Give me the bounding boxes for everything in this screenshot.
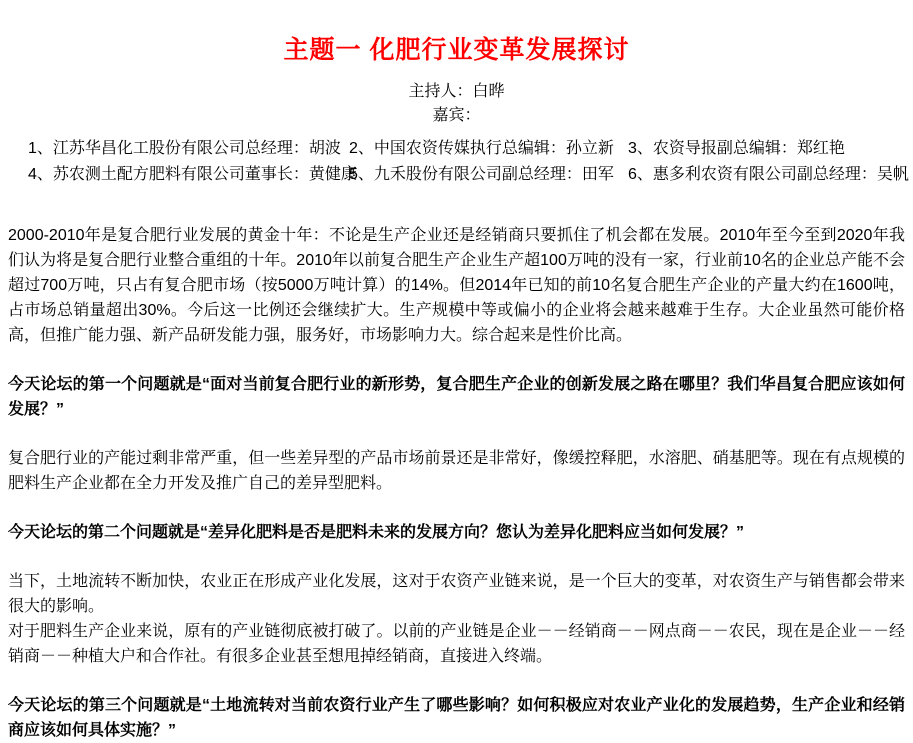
guest-item: 1、江苏华昌化工股份有限公司总经理：胡波: [28, 140, 341, 157]
question-paragraph-2: 今天论坛的第二个问题就是“差异化肥料是否是肥料未来的发展方向？您认为差异化肥料应当如何发展？”: [8, 524, 745, 541]
guest-item: 2、中国农资传媒执行总编辑：孙立新: [349, 140, 614, 157]
guest-item: 5、九禾股份有限公司副总经理：田军: [349, 166, 614, 183]
guest-list: [8, 136, 909, 187]
paragraph-differentiated-products: 复合肥行业的产能过剩非常严重，但一些差异型的产品市场前景还是非常好，像缓控释肥，水溶肥、硝基肥等。现在有点规模的肥料生产企业都在全力开发及推广自己的差异型肥料。: [8, 450, 905, 492]
guest-item: 3、农资导报副总编辑：郑红艳: [628, 140, 845, 157]
question-paragraph-1: 今天论坛的第一个问题就是“面对当前复合肥行业的新形势，复合肥生产企业的创新发展之路在哪里？我们华昌复合肥应该如何发展？”: [8, 376, 905, 418]
host-line: 主持人：白晔: [408, 83, 505, 100]
paragraph-industry-chain: 对于肥料生产企业来说，原有的产业链彻底被打破了。以前的产业链是企业－－经销商－－网点商－－农民，现在是企业－－经销商－－种植大户和合作社。有很多企业甚至想甩掉经销商，直接进入终端。: [8, 623, 905, 665]
guest-item: 6、惠多利农资有限公司副总经理：吴帆: [628, 166, 909, 183]
guests-label: 嘉宾：: [432, 107, 481, 124]
paragraph-intro: 2000-2010年是复合肥行业发展的黄金十年：不论是生产企业还是经销商只要抓住了机会都在发展。2010年至今至到2020年我们认为将是复合肥行业整合重组的十年。2010年以前复合肥生产企业生产超100万吨的没有一家，行业前10名的企业总产能不会超过700万吨，只占有复合肥市场（按5000万吨计算）的14%。但2014年已知的前10名复合肥生产企业的产量大约在1600吨，占市场总销量超出30%。今后这一比例还会继续扩大。生产规模中等或偏小的企业将会越来越难于生存。大企业虽然可能价格高，但推广能力强、新产品研发能力强，服务好，市场影响力大。综合起来是性价比高。: [8, 227, 905, 344]
paragraph-land-transfer: 当下，土地流转不断加快，农业正在形成产业化发展，这对于农资产业链来说，是一个巨大的变革，对农资生产与销售都会带来很大的影响。: [8, 573, 905, 615]
page-title: 主题一 化肥行业变革发展探讨: [283, 36, 630, 64]
document-body: [8, 223, 905, 743]
guest-item: 4、苏农测土配方肥料有限公司董事长：黄健康: [28, 166, 357, 183]
question-paragraph-3: 今天论坛的第三个问题就是“土地流转对当前农资行业产生了哪些影响？如何积极应对农业产业化的发展趋势，生产企业和经销商应该如何具体实施？”: [8, 697, 905, 739]
